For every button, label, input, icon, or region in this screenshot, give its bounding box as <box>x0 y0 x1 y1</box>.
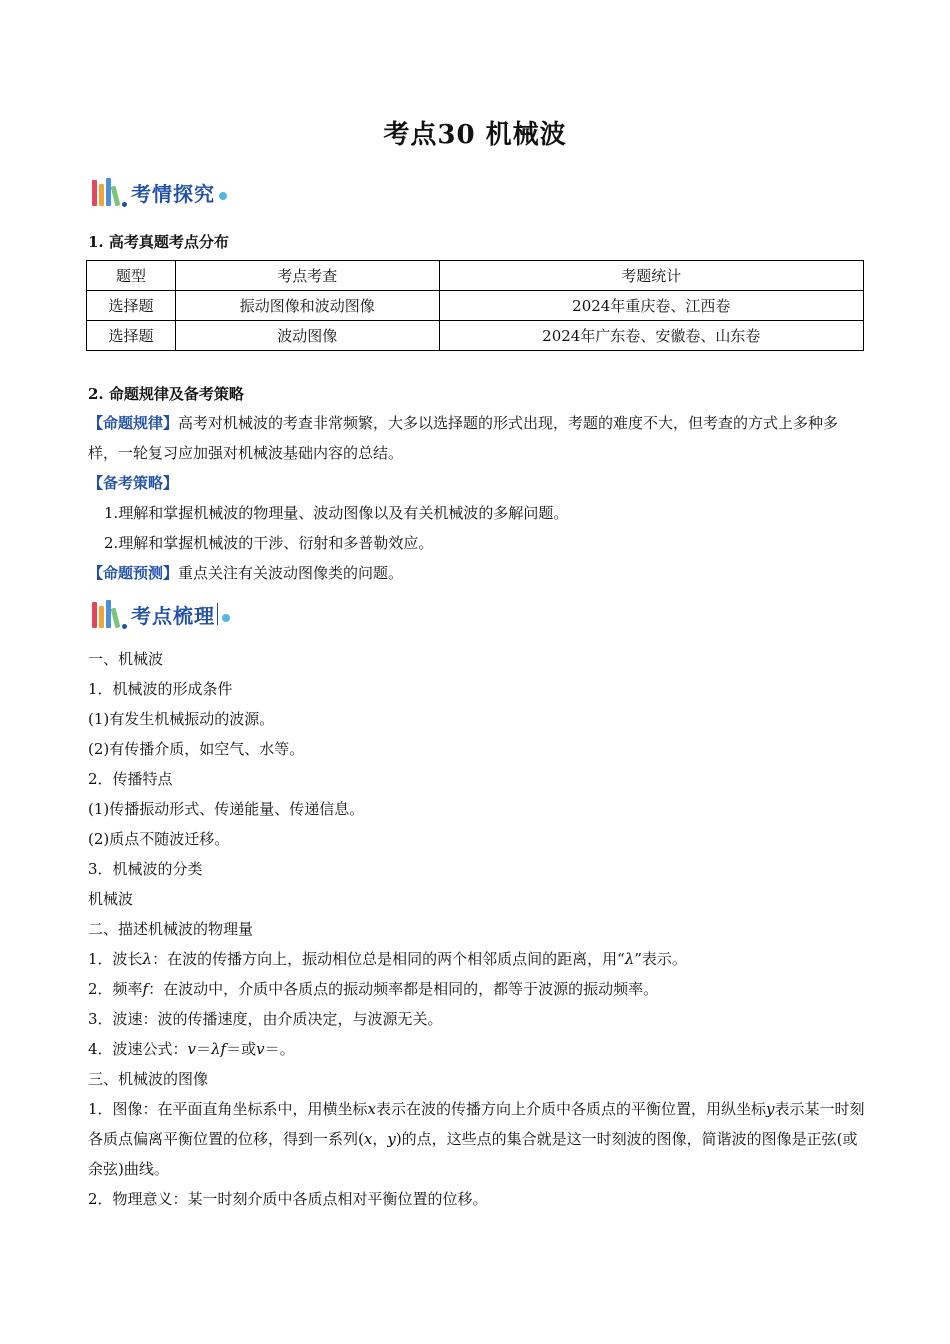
list-item: 1．波长λ：在波的传播方向上，振动相位总是相同的两个相邻质点间的距离，用“λ”表示。 <box>88 950 687 968</box>
list-item: 2．频率f：在波动中，介质中各质点的振动频率都是相同的，都等于波源的振动频率。 <box>88 980 659 998</box>
strategy-item: 1.理解和掌握机械波的物理量、波动图像以及有关机械波的多解问题。 <box>104 504 569 522</box>
strategy-item: 2.理解和掌握机械波的干涉、衍射和多普勒效应。 <box>104 534 434 552</box>
list-item: 1．机械波的形成条件 <box>88 680 233 698</box>
strategy-tag: 【备考策略】 <box>88 474 179 492</box>
section-heading: 三、机械波的图像 <box>88 1070 209 1088</box>
list-item: 4．波速公式：v＝λf＝或v＝。 <box>88 1040 295 1058</box>
table-header-row <box>87 261 864 291</box>
table-cell: 选择题 <box>87 321 176 351</box>
table-cell: 选择题 <box>87 291 176 321</box>
table-cell: 2024年重庆卷、江西卷 <box>439 291 863 321</box>
list-item: (1)传播振动形式、传递能量、传递信息。 <box>88 800 365 818</box>
section-heading: 一、机械波 <box>88 650 164 668</box>
strategy-block <box>88 408 868 588</box>
table-cell: 波动图像 <box>176 321 439 351</box>
rule-tag: 【命题规律】 <box>88 414 179 432</box>
list-item: 2．物理意义：某一时刻介质中各质点相对平衡位置的位移。 <box>88 1190 488 1208</box>
list-item: 2．传播特点 <box>88 770 173 788</box>
books-icon <box>92 178 118 206</box>
table-header-cell: 考点考查 <box>176 261 439 291</box>
rule-paragraph: 【命题规律】高考对机械波的考查非常频繁，大多以选择题的形式出现，考题的难度不大，但考查的方式上多种多样，一轮复习应加强对机械波基础内容的总结。 <box>88 414 839 462</box>
exam-distribution-table <box>86 260 864 351</box>
page-title: 考点30 机械波 <box>383 120 567 150</box>
table-cell: 2024年广东卷、安徽卷、山东卷 <box>439 321 863 351</box>
section-heading: 二、描述机械波的物理量 <box>88 920 254 938</box>
strategy-tag-line <box>88 468 868 498</box>
section-banner-exam-analysis <box>92 175 227 209</box>
part2-heading: 2. 命题规律及备考策略 <box>88 385 244 403</box>
books-icon <box>92 600 118 628</box>
table-row <box>87 321 864 351</box>
table-header-cell: 题型 <box>87 261 176 291</box>
part1-heading: 1. 高考真题考点分布 <box>88 233 229 251</box>
banner-title: 考情探究 <box>131 181 215 206</box>
list-item: 3．波速：波的传播速度，由介质决定，与波源无关。 <box>88 1010 443 1028</box>
list-item: (2)质点不随波迁移。 <box>88 830 230 848</box>
content-body <box>88 644 868 1214</box>
list-item: 3．机械波的分类 <box>88 860 203 878</box>
predict-tag: 【命题预测】 <box>88 564 179 582</box>
dot-icon <box>219 192 227 200</box>
dot-icon <box>222 614 230 622</box>
list-item: 1．图像：在平面直角坐标系中，用横坐标x表示在波的传播方向上介质中各质点的平衡位置，用纵坐标y表示某一时刻各质点偏离平衡位置的位移，得到一系列(x，y)的点，这些点的集合就是这一时刻波的图像，简谐波的图像是正弦(或余弦)曲线。 <box>88 1100 865 1178</box>
table-header-cell: 考题统计 <box>439 261 863 291</box>
banner-title: 考点梳理 <box>131 603 215 628</box>
list-item: 机械波 <box>88 890 134 908</box>
table-cell: 振动图像和波动图像 <box>176 291 439 321</box>
list-item: (2)有传播介质，如空气、水等。 <box>88 740 305 758</box>
list-item: (1)有发生机械振动的波源。 <box>88 710 275 728</box>
predict-paragraph: 【命题预测】重点关注有关波动图像类的问题。 <box>88 564 404 582</box>
section-banner-key-points <box>92 597 230 631</box>
table-row <box>87 291 864 321</box>
